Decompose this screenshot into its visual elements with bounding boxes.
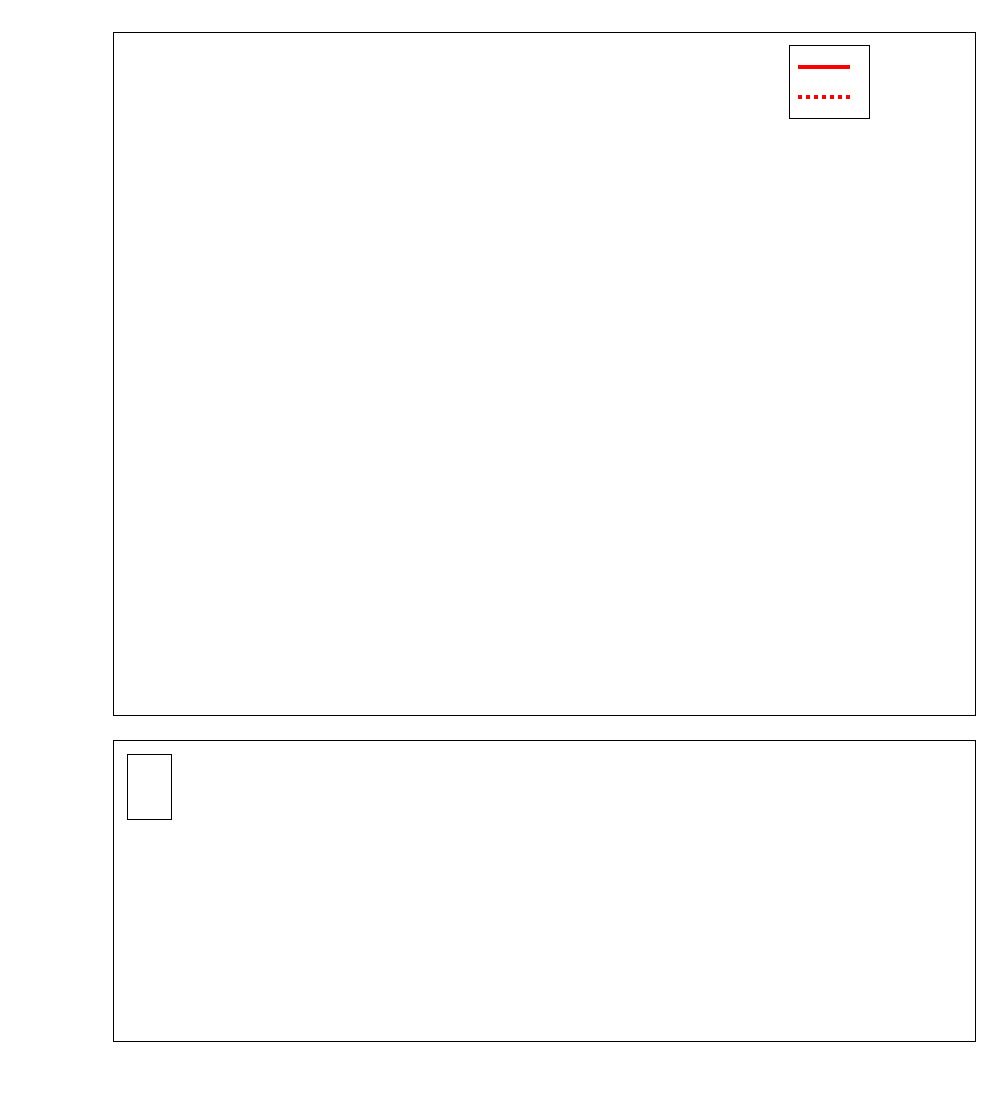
legend-bottom [127, 754, 172, 820]
ticks-top [114, 33, 975, 715]
solid-line-icon [798, 58, 850, 76]
cumulative-rate-plot [113, 32, 976, 716]
dark-green-swatch-icon [143, 791, 153, 810]
bars-layer [114, 741, 975, 1041]
green-swatch-icon [143, 764, 153, 783]
dotted-line-icon [798, 88, 850, 106]
rupture-count-plot [113, 740, 976, 1042]
legend-top [789, 45, 870, 119]
legend-item-nucleation [798, 82, 859, 112]
legend-item-participation [798, 52, 859, 82]
legend-item-available-ruptures [135, 760, 162, 787]
legend-item-utilized-ruptures [135, 787, 162, 814]
